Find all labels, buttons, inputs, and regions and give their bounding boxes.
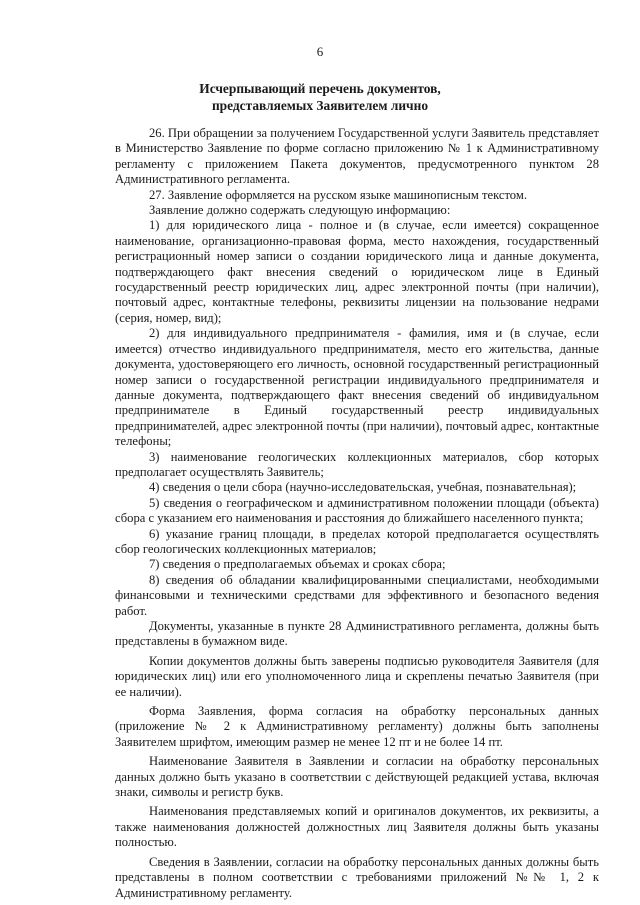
paragraph: 27. Заявление оформляется на русском языке машинописным текстом. bbox=[149, 187, 527, 202]
list-item: 4) сведения о цели сбора (научно-исследовательская, учебная, познавательная); bbox=[149, 480, 577, 495]
document-body bbox=[115, 126, 599, 901]
list-item: 3) наименование геологических коллекционных материалов, сбор которых предполагает осуществлять Заявитель; bbox=[115, 449, 599, 479]
section-title-line-1: Исчерпывающий перечень документов, bbox=[199, 81, 441, 96]
list-item: 5) сведения о географическом и административном положении площади (объекта) сбора с указанием его наименования и расстояния до ближайшего населенного пункта; bbox=[115, 495, 599, 526]
paragraph: Копии документов должны быть заверены подписью руководителя Заявителя (для юридических лиц) или его уполномоченного лица и скреплены печатью Заявителя (при ее наличии). bbox=[115, 653, 599, 699]
paragraph: Сведения в Заявлении, согласии на обработку персональных данных должны быть представлены в полном соответствии с требованиями приложений №№ 1, 2 к Административному регламенту. bbox=[115, 854, 599, 900]
list-item: 2) для индивидуального предпринимателя - фамилия, имя и (в случае, если имеется) отчество индивидуального предпринимателя, место его жительства, данные документа, удостоверяющего его личность, основной государственный регистрационный номер записи о государственной регистрации индивидуального предпринимателя и данные документа, подтверждающего факт внесения сведений об индивидуальном предпринимателе в Единый государственный реестр индивидуальных предпринимателей, адрес электронной почты (при наличии), почтовый адрес, контактные телефоны; bbox=[115, 326, 599, 449]
page-number: 6 bbox=[316, 44, 324, 59]
list-item: 6) указание границ площади, в пределах которой предполагается осуществлять сбор геологических коллекционных материалов; bbox=[115, 526, 599, 556]
paragraph: Наименования представляемых копий и оригиналов документов, их реквизиты, а также наименования должностей должностных лиц Заявителя должны быть указаны полностью. bbox=[115, 804, 599, 850]
paragraph: 26. При обращении за получением Государственной услуги Заявитель представляет в Министерство Заявление по форме согласно приложению № 1 к Административному регламенту с приложением Пакета документов, предусмотренного пунктом 28 Административного регламента. bbox=[115, 126, 599, 187]
list-item: 1) для юридического лица - полное и (в случае, если имеется) сокращенное наименование, организационно-правовая форма, место нахождения, государственный регистрационный номер записи о создании юридического лица и данные документа, подтверждающего факт внесения сведений о юридическом лице в Единый государственный реестр юридических лиц, адрес электронной почты (при наличии), почтовый адрес, контактные телефоны, реквизиты лицензии на пользование недрами (серия, номер, вид); bbox=[115, 218, 599, 325]
paragraph: Документы, указанные в пункте 28 Административного регламента, должны быть представлены в бумажном виде. bbox=[115, 619, 599, 649]
paragraph: Наименование Заявителя в Заявлении и согласии на обработку персональных данных должно быть указано в соответствии с действующей редакцией устава, включая знаки, символы и регистр букв. bbox=[115, 754, 599, 800]
section-title bbox=[0, 80, 640, 114]
paragraph: Заявление должно содержать следующую информацию: bbox=[149, 203, 451, 218]
list-item: 8) сведения об обладании квалифицированными специалистами, необходимыми финансовыми и техническими средствами для эффективного и безопасного ведения работ. bbox=[115, 572, 599, 618]
list-item: 7) сведения о предполагаемых объемах и сроках сбора; bbox=[149, 557, 446, 572]
section-title-line-2: представляемых Заявителем лично bbox=[211, 98, 429, 113]
paragraph: Форма Заявления, форма согласия на обработку персональных данных (приложение № 2 к Административному регламенту) должны быть заполнены Заявителем шрифтом, имеющим размер не менее 12 пт и не более 14 пт. bbox=[115, 704, 599, 749]
